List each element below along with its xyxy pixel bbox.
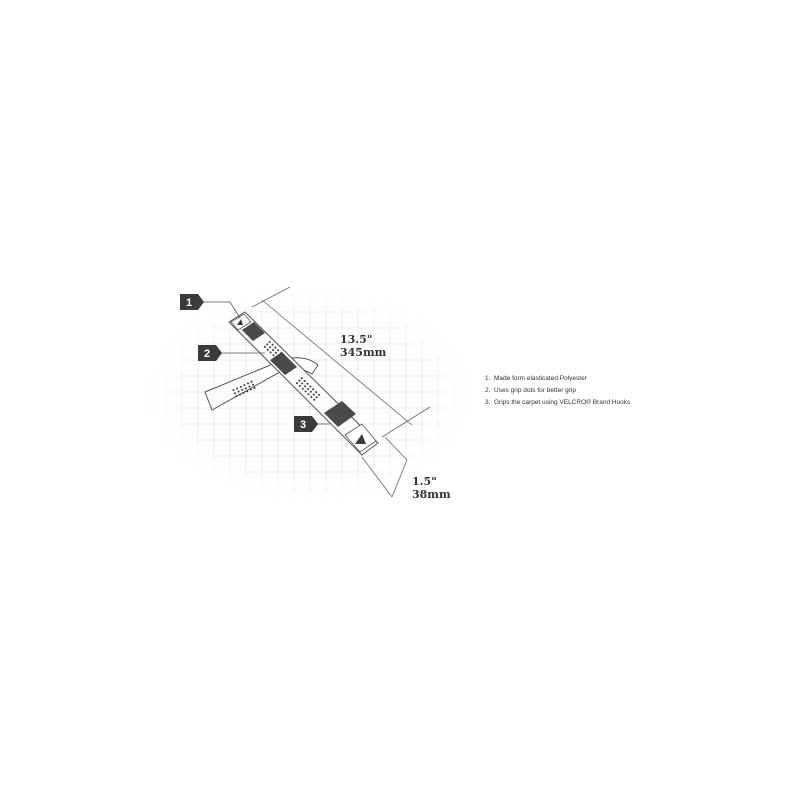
callout-3 <box>294 416 330 432</box>
grip-dot <box>247 382 249 384</box>
grip-dot <box>267 349 269 351</box>
grip-dot <box>308 393 310 395</box>
grip-dot <box>277 349 279 351</box>
grip-dot <box>302 388 304 390</box>
callout-3-number: 3 <box>300 419 307 431</box>
feature-item-2 <box>485 387 630 394</box>
grip-dot <box>299 385 301 387</box>
grip-dot <box>296 382 298 384</box>
grip-dot <box>313 394 315 396</box>
grip-dot <box>254 387 256 389</box>
grip-dot <box>301 382 303 384</box>
grip-dot <box>266 343 268 345</box>
length-mm-label: 345mm <box>340 346 387 359</box>
grip-dot <box>310 396 312 398</box>
grip-dot <box>240 386 242 388</box>
grip-dot <box>272 349 274 351</box>
grip-dot <box>315 391 317 393</box>
grip-dot <box>269 341 271 343</box>
grip-dot <box>274 347 276 349</box>
feature-number: 2. <box>485 387 491 394</box>
callout-1 <box>180 294 240 318</box>
feature-number: 1. <box>485 375 491 382</box>
grip-dot <box>238 391 240 393</box>
feature-list <box>485 375 630 411</box>
grip-dot <box>234 392 236 394</box>
grip-dot <box>251 381 253 383</box>
grip-dot <box>275 357 277 359</box>
grip-dot <box>304 385 306 387</box>
grip-dot <box>269 346 271 348</box>
grip-dot <box>310 391 312 393</box>
grip-dot <box>245 387 247 389</box>
feature-item-3 <box>485 399 630 406</box>
grip-dot <box>270 351 272 353</box>
grip-dot <box>280 352 282 354</box>
width-inches-label: 1.5" <box>412 475 437 488</box>
grip-dot <box>243 384 245 386</box>
feature-item-1 <box>485 375 630 382</box>
grip-dot <box>241 389 243 391</box>
feature-text: Made form elasticated Polyester <box>494 375 587 382</box>
grip-dot <box>264 346 266 348</box>
grip-dot <box>239 394 241 396</box>
grip-dot <box>236 388 238 390</box>
grip-dot <box>248 386 250 388</box>
grip-dot <box>243 392 245 394</box>
grip-dot <box>313 399 315 401</box>
callout-1-number: 1 <box>186 297 193 309</box>
length-inches-label: 13.5" <box>340 333 373 346</box>
grip-dot <box>233 389 235 391</box>
grip-dot <box>307 388 309 390</box>
grip-dot <box>275 352 277 354</box>
width-mm-label: 38mm <box>412 488 451 501</box>
grip-dot <box>250 389 252 391</box>
grip-dot <box>301 377 303 379</box>
grip-dot <box>312 388 314 390</box>
grip-dot <box>305 390 307 392</box>
grip-dot <box>273 354 275 356</box>
callout-2-number: 2 <box>204 348 211 360</box>
grip-dot <box>307 383 309 385</box>
grip-dot <box>304 380 306 382</box>
feature-text: Grips the carpet using VELCRO® Brand Hooks <box>494 399 631 406</box>
grip-dot <box>252 384 254 386</box>
grip-dot <box>316 396 318 398</box>
feature-text: Uses grip dots for better grip <box>494 387 577 394</box>
grip-dot <box>278 355 280 357</box>
grip-dot <box>272 344 274 346</box>
grip-dot <box>318 394 320 396</box>
grip-dot <box>246 390 248 392</box>
grip-dot <box>298 380 300 382</box>
grip-dot <box>235 395 237 397</box>
feature-number: 3. <box>485 399 491 406</box>
grip-dot <box>309 386 311 388</box>
